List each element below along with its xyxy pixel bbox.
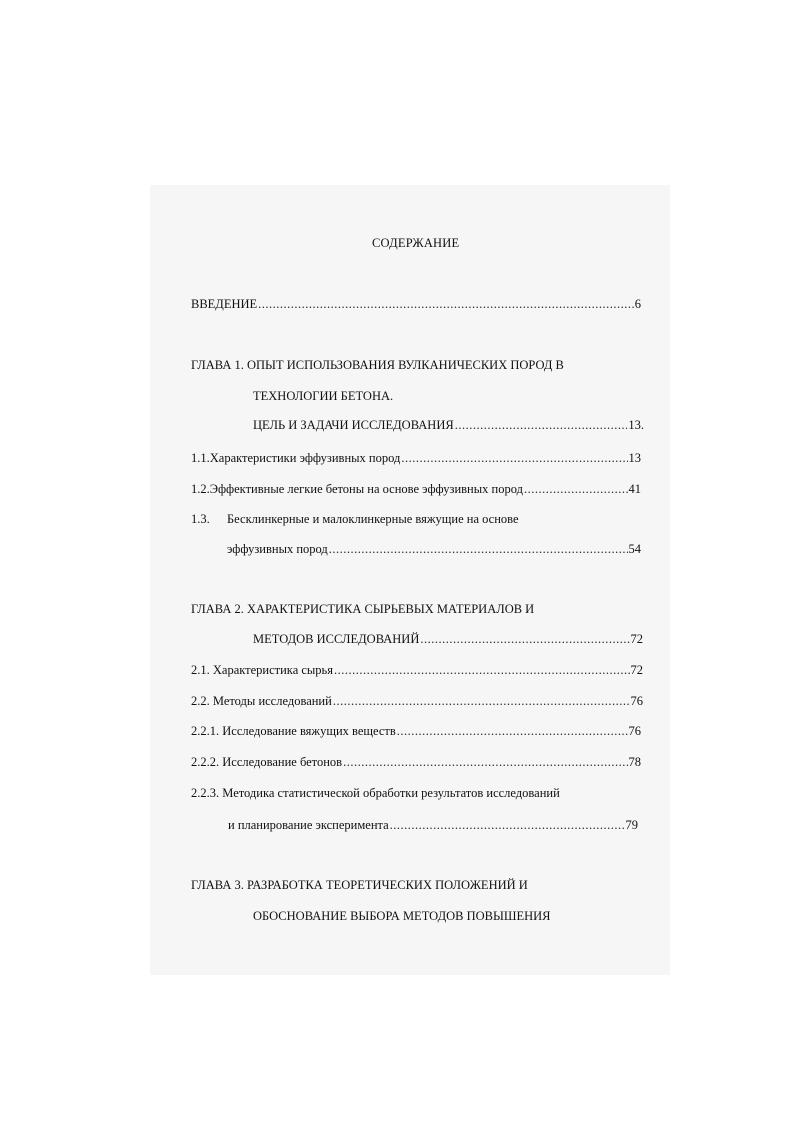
dot-leader — [397, 723, 628, 739]
toc-entry-text: МЕТОДОВ ИССЛЕДОВАНИЙ — [253, 632, 420, 646]
chapter-3-heading-cont: ОБОСНОВАНИЕ ВЫБОРА МЕТОДОВ ПОВЫШЕНИЯ — [253, 909, 551, 923]
toc-entry-text: ЦЕЛЬ И ЗАДАЧИ ИССЛЕДОВАНИЯ — [253, 418, 454, 432]
toc-page-number: 41 — [628, 482, 641, 496]
toc-page-number: 76 — [630, 694, 643, 708]
toc-section-2-2-3-cont — [228, 817, 638, 833]
dot-leader — [333, 693, 630, 709]
section-number: 1.2. — [191, 482, 210, 496]
toc-section-1-3 — [191, 511, 519, 527]
toc-page-number: 79 — [625, 818, 638, 832]
toc-entry-text: и планирование эксперимента — [228, 818, 389, 832]
dot-leader — [334, 662, 629, 678]
toc-section-2-2 — [191, 693, 643, 709]
chapter-1-heading: ГЛАВА 1. ОПЫТ ИСПОЛЬЗОВАНИЯ ВУЛКАНИЧЕСКИХ ПОРОД В — [191, 358, 564, 372]
toc-entry-text: эффузивных пород — [227, 542, 328, 556]
toc-page-number: 54 — [628, 542, 641, 556]
toc-entry-intro — [191, 296, 641, 312]
toc-page-number: 76 — [628, 724, 641, 738]
toc-page-number: 13. — [628, 418, 644, 432]
dot-leader — [455, 417, 628, 433]
section-number: 1.3. — [191, 512, 210, 526]
chapter-1-heading-cont: ТЕХНОЛОГИИ БЕТОНА. — [253, 389, 394, 403]
section-number: 1.1. — [191, 451, 210, 465]
toc-section-2-1 — [191, 662, 643, 678]
dot-leader — [524, 481, 628, 497]
chapter-3-heading: ГЛАВА 3. РАЗРАБОТКА ТЕОРЕТИЧЕСКИХ ПОЛОЖЕНИЙ И — [191, 878, 528, 892]
dot-leader — [343, 754, 627, 770]
toc-section-2-2-2 — [191, 754, 641, 770]
toc-section-1-1 — [191, 450, 641, 466]
toc-entry-text: 2.2. Методы исследований — [191, 694, 332, 708]
toc-entry-text: ВВЕДЕНИЕ — [191, 297, 258, 311]
toc-page-number: 6 — [634, 297, 641, 311]
toc-entry-text: Бесклинкерные и малоклинкерные вяжущие на основе — [227, 512, 519, 526]
dot-leader — [401, 450, 627, 466]
chapter-2-heading-last — [253, 631, 643, 647]
toc-page-number: 78 — [628, 755, 641, 769]
dot-leader — [258, 296, 634, 312]
toc-page-number: 72 — [630, 663, 643, 677]
dot-leader — [329, 541, 628, 557]
dot-leader — [420, 631, 629, 647]
toc-entry-text: 2.2.2. Исследование бетонов — [191, 755, 343, 769]
toc-page-number: 13 — [628, 451, 641, 465]
toc-entry-text: 2.2.3. Методика статистической обработки результатов исследований — [191, 786, 560, 800]
toc-entry-text: Эффективные легкие бетоны на основе эффузивных пород — [209, 482, 523, 496]
toc-section-1-2 — [191, 481, 641, 497]
chapter-1-heading-last — [253, 417, 644, 433]
toc-section-2-2-1 — [191, 723, 641, 739]
toc-entry-text: Характеристики эффузивных пород — [209, 451, 401, 465]
toc-entry-text: 2.1. Характеристика сырья — [191, 663, 334, 677]
dot-leader — [390, 817, 625, 833]
toc-entry-text: 2.2.1. Исследование вяжущих веществ — [191, 724, 396, 738]
toc-title: СОДЕРЖАНИЕ — [372, 236, 460, 250]
toc-page-number: 72 — [630, 632, 643, 646]
chapter-2-heading: ГЛАВА 2. ХАРАКТЕРИСТИКА СЫРЬЕВЫХ МАТЕРИАЛОВ И — [191, 602, 535, 616]
toc-section-2-2-3 — [191, 785, 560, 801]
toc-section-1-3-cont — [227, 541, 641, 557]
